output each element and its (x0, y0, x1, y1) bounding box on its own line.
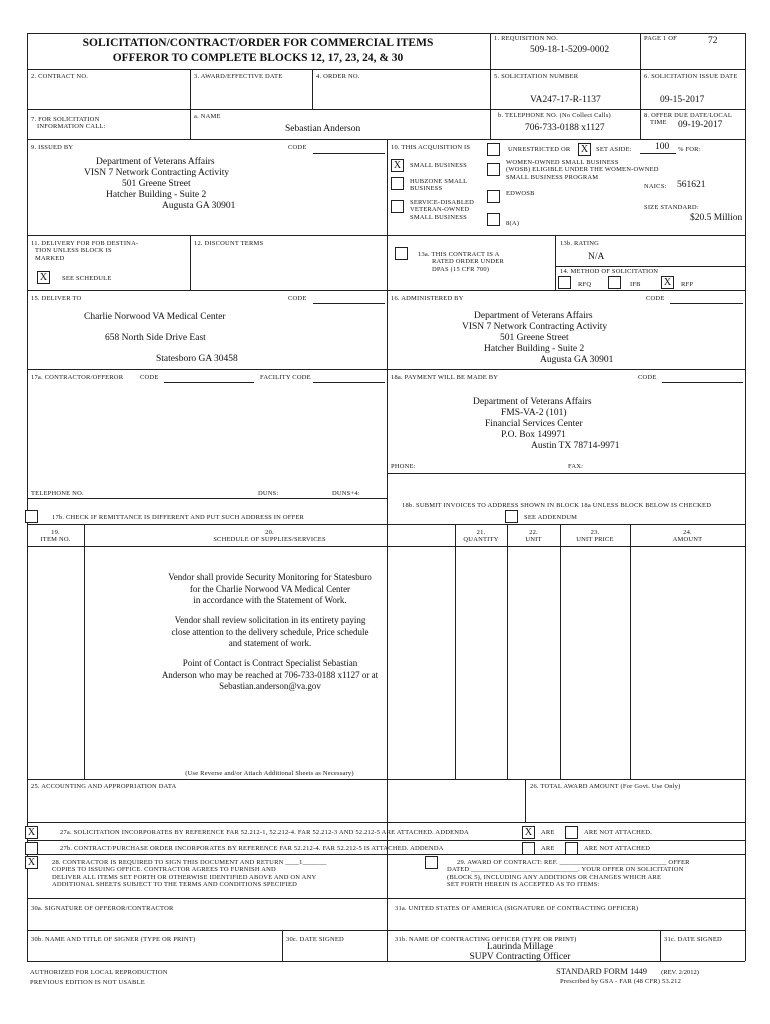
acquisition-label: 10. THIS ACQUISITION IS (391, 144, 471, 151)
unrestricted-checkbox[interactable] (487, 143, 500, 156)
solicitation-number-label: 5. SOLICITATION NUMBER (494, 73, 579, 80)
requisition-label: 1. REQUISITION NO. (494, 35, 558, 42)
deliver-to-code-label: CODE (288, 295, 307, 302)
contractor-label: 17a. CONTRACTOR/OFFEROR (31, 374, 124, 381)
footer-authorization: AUTHORIZED FOR LOCAL REPRODUCTION PREVIOUS EDITION IS NOT USABLE (30, 969, 168, 986)
incorporation-a-are-label: ARE (541, 829, 555, 836)
see-schedule-label: SEE SCHEDULE (62, 275, 112, 282)
issued-by-address: Department of Veterans Affairs VISN 7 Network Contracting Activity 501 Greene Street Hatcher Building - Suite 2 Augusta GA 30901 (84, 157, 236, 211)
payment-label: 18a. PAYMENT WILL BE MADE BY (391, 374, 499, 381)
hubzone-label: HUBZONE SMALL BUSINESS (410, 178, 468, 193)
facility-code-label: FACILITY CODE (260, 374, 311, 381)
signer-name-label: 30b. NAME AND TITLE OF SIGNER (TYPE OR PRINT) (31, 936, 196, 943)
officer-date-label: 31c. DATE SIGNED (664, 936, 722, 943)
set-aside-label: SET ASIDE: (596, 146, 632, 153)
rating-value: N/A (588, 252, 605, 262)
see-addendum-label: SEE ADDENDUM (524, 514, 578, 521)
telephone-label: b. TELEPHONE NO. (No Collect Calls) (498, 112, 611, 119)
naics-label: NAICS: (644, 183, 667, 190)
sdvosb-checkbox[interactable] (391, 200, 404, 213)
deliver-to-street: 658 North Side Drive East (105, 333, 206, 343)
duns-label: DUNS: (258, 490, 279, 497)
contractor-sign-text: 28. CONTRACTOR IS REQUIRED TO SIGN THIS DOCUMENT AND RETURN ____1_______ COPIES TO ISSUING OFFICE. CONTRACTOR AGREES TO FURNISH AND DELIVER ALL ITEMS SET FORTH OR OTHERWISE IDENTIFIED ABOVE AND ON ANY ADDITIONAL SHEETS SUBJECT TO THE TERMS AND CONDITIONS SPECIFIED (52, 859, 327, 889)
ifb-checkbox[interactable] (608, 276, 621, 289)
issued-by-label: 9. ISSUED BY (31, 144, 74, 151)
set-aside-checkbox[interactable]: X (578, 143, 591, 156)
form-name: STANDARD FORM 1449 (REV. 2/2012) (556, 966, 699, 976)
see-addendum-checkbox[interactable] (505, 510, 518, 523)
rated-order-label: 13a. THIS CONTRACT IS A RATED ORDER UNDER DPAS (15 CFR 700) (418, 251, 505, 273)
col-amount: 24. AMOUNT (672, 529, 703, 544)
sdvosb-label: SERVICE-DISABLED VETERAN-OWNED SMALL BUSINESS (410, 199, 475, 221)
col-unit-price: 23. UNIT PRICE (576, 529, 614, 544)
incorporation-a-arenot-label: ARE NOT ATTACHED. (584, 829, 652, 836)
issue-date-label: 6. SOLICITATION ISSUE DATE (644, 73, 738, 80)
schedule-paragraph-2: Vendor shall review solicitation in its entirety paying close attention to the delivery schedule, Price schedule and statement of work. (171, 615, 369, 649)
deliver-to-label: 15. DELIVER TO (31, 295, 82, 302)
remittance-checkbox[interactable] (25, 510, 38, 523)
size-standard-value: $20.5 Million (690, 213, 743, 223)
contracting-officer-signature-label: 31a. UNITED STATES OF AMERICA (SIGNATURE OF CONTRACTING OFFICER) (395, 905, 639, 912)
page-total: 72 (708, 36, 718, 46)
percent-for-label: % FOR: (678, 146, 701, 153)
solicitation-method-label: 14. METHOD OF SOLICITATION (560, 268, 659, 275)
ifb-label: IFB (630, 281, 641, 288)
award-checkbox[interactable] (425, 856, 438, 869)
offer-due-label: 8. OFFER DUE DATE/LOCAL TIME (644, 112, 733, 127)
form-top-border (27, 33, 745, 34)
reverse-note: (Use Reverse and/or Attach Additional Sheets as Necessary) (185, 770, 354, 777)
rfq-checkbox[interactable] (558, 276, 571, 289)
discount-terms-label: 12. DISCOUNT TERMS (194, 240, 264, 247)
offer-due-value: 09-19-2017 (678, 120, 723, 130)
hubzone-checkbox[interactable] (391, 177, 404, 190)
issue-date-value: 09-15-2017 (660, 95, 705, 105)
contact-name-label: a. NAME (194, 113, 221, 120)
contractor-telephone-label: TELEPHONE NO. (31, 490, 84, 497)
schedule-paragraph-3: Point of Contact is Contract Specialist Sebastian Anderson who may be reached at 706-733-0188 x1127 or at Sebastian.anderson@va.gov (161, 658, 379, 692)
officer-name-value: Laurinda Millage SUPV Contracting Officer (469, 942, 571, 962)
remittance-label: 17b. CHECK IF REMITTANCE IS DIFFERENT AND PUT SUCH ADDRESS IN OFFER (52, 514, 305, 521)
form-bottom-border (27, 961, 745, 962)
info-call-label: 7. FOR SOLICITATION INFORMATION CALL: (31, 116, 106, 131)
contractor-code-label: CODE (140, 374, 159, 381)
rfp-label: RFP (681, 281, 694, 288)
col-unit: 22. UNIT (525, 529, 542, 544)
incorporation-a-are-checkbox[interactable]: X (522, 826, 535, 839)
schedule-paragraph-1: Vendor shall provide Security Monitoring for Statesburo for the Charlie Norwood VA Medical Center in accordance with the Statement of Work. (168, 572, 372, 606)
deliver-to-city: Statesboro GA 30458 (156, 354, 238, 364)
incorporation-b-are-label: ARE (541, 845, 555, 852)
incorporation-a-checkbox[interactable]: X (25, 826, 38, 839)
total-award-label: 26. TOTAL AWARD AMOUNT (For Govt. Use Only) (530, 783, 681, 790)
col-item-no: 19. ITEM NO. (40, 529, 71, 544)
requisition-value: 509-18-1-5209-0002 (530, 45, 610, 55)
eight-a-label: 8(A) (506, 220, 520, 227)
contact-name-value: Sebastian Anderson (285, 124, 361, 134)
telephone-value: 706-733-0188 x1127 (525, 123, 605, 133)
page-label: PAGE 1 OF (644, 35, 677, 42)
contract-no-label: 2. CONTRACT NO. (31, 73, 89, 80)
administered-by-code-label: CODE (646, 295, 665, 302)
contractor-sign-checkbox[interactable]: X (25, 856, 38, 869)
set-aside-percent: 100 (655, 142, 670, 152)
payment-address: Department of Veterans Affairs FMS-VA-2 (101) Financial Services Center P.O. Box 149971 Austin TX 78714-9971 (473, 397, 620, 451)
wosb-checkbox[interactable] (487, 163, 500, 176)
incorporation-a-arenot-checkbox[interactable] (565, 826, 578, 839)
size-standard-label: SIZE STANDARD: (644, 204, 699, 211)
duns4-label: DUNS+4: (332, 490, 360, 497)
incorporation-b-label: 27b. CONTRACT/PURCHASE ORDER INCORPORATES BY REFERENCE FAR 52.212-4. FAR 52.212-5 IS ATTACHED. ADDENDA (60, 845, 444, 852)
offeror-signature-label: 30a. SIGNATURE OF OFFEROR/CONTRACTOR (31, 905, 174, 912)
solicitation-number-value: VA247-17-R-1137 (530, 95, 601, 105)
naics-value: 561621 (677, 180, 706, 190)
rfq-label: RFQ (578, 281, 592, 288)
payment-fax-label: FAX: (568, 463, 584, 470)
col-schedule: 20. SCHEDULE OF SUPPLIES/SERVICES (213, 529, 326, 544)
accounting-label: 25. ACCOUNTING AND APPROPRIATION DATA (31, 783, 177, 790)
delivery-fob-label: 11. DELIVERY FOR FOB DESTINA- TION UNLESS BLOCK IS MARKED (31, 240, 139, 262)
form-title: SOLICITATION/CONTRACT/ORDER FOR COMMERCIAL ITEMS OFFEROR TO COMPLETE BLOCKS 12, 17, 23, 24, & 30 (82, 37, 434, 64)
form-right-border (745, 33, 746, 961)
order-no-label: 4. ORDER NO. (316, 73, 360, 80)
administered-by-address: Department of Veterans Affairs VISN 7 Network Contracting Activity 501 Greene Street Hatcher Building - Suite 2 Augusta GA 30901 (462, 311, 614, 365)
award-date-label: 3. AWARD/EFFECTIVE DATE (194, 73, 283, 80)
col-quantity: 21. QUANTITY (463, 529, 499, 544)
edwosb-label: EDWOSB (506, 190, 535, 197)
award-text: 29. AWARD OF CONTRACT: REF. _______________________________ OFFER DATED _______________________________. YOUR OFFER ON SOLICITATION (BLOCK 5), INCLUDING ANY ADDITIONS OR CHANGES WHICH ARE SET FORTH HEREIN IS ACCEPTED AS TO ITEMS: (447, 859, 690, 889)
small-business-label: SMALL BUSINESS (410, 162, 467, 169)
see-schedule-checkbox[interactable]: X (37, 271, 50, 284)
officer-name-label: 31b. NAME OF CONTRACTING OFFICER (TYPE OR PRINT) (395, 936, 577, 943)
issued-by-code-label: CODE (288, 144, 307, 151)
wosb-label: WOMEN-OWNED SMALL BUSINESS (WOSB) ELIGIBLE UNDER THE WOMEN-OWNED SMALL BUSINESS PROGRAM (506, 159, 659, 181)
unrestricted-label: UNRESTRICTED OR (508, 146, 571, 153)
payment-phone-label: PHONE: (391, 463, 416, 470)
payment-code-label: CODE (638, 374, 657, 381)
prescribed-by: Prescribed by GSA - FAR (48 CFR) 53.212 (560, 978, 682, 985)
administered-by-label: 16. ADMINISTERED BY (391, 295, 464, 302)
rating-label: 13b. RATING (560, 240, 600, 247)
deliver-to-name: Charlie Norwood VA Medical Center (84, 312, 226, 322)
edwosb-checkbox[interactable] (487, 190, 500, 203)
incorporation-b-arenot-label: ARE NOT ATTACHED (584, 845, 651, 852)
offeror-date-label: 30c. DATE SIGNED (286, 936, 344, 943)
eight-a-checkbox[interactable] (487, 213, 500, 226)
invoice-instructions-label: 18b. SUBMIT INVOICES TO ADDRESS SHOWN IN BLOCK 18a UNLESS BLOCK BELOW IS CHECKED (402, 502, 712, 509)
rfp-checkbox[interactable]: X (661, 276, 674, 289)
small-business-checkbox[interactable]: X (391, 159, 404, 172)
rated-order-checkbox[interactable] (395, 247, 408, 260)
incorporation-a-label: 27a. SOLICITATION INCORPORATES BY REFERENCE FAR 52.212-1, 52.212-4. FAR 52.212-3 AND 52.212-5 ARE ATTACHED. ADDENDA (60, 829, 469, 836)
